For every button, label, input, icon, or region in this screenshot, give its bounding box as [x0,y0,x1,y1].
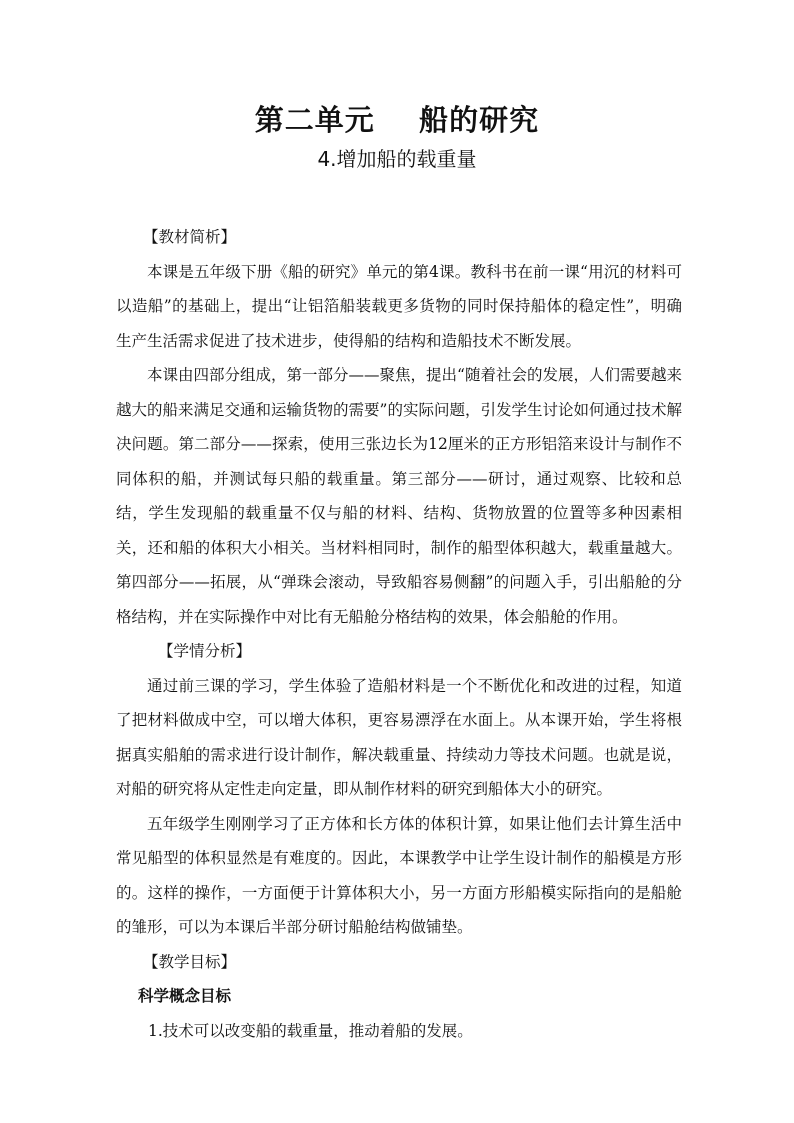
section-heading-material-analysis: 【教材简析】 [143,228,237,246]
section-heading-teaching-goals: 【教学目标】 [143,952,237,971]
page-title: 第二单元 船的研究 [254,103,540,137]
science-concept-goal-heading: 科学概念目标 [138,986,232,1005]
material-analysis-paragraph-2: 本课由四部分组成，第一部分——聚焦，提出“随着社会的发展，人们需要越来越大的船来满足交通和运输货物的需要”的实际问题，引发学生讨论如何通过技术解决问题。第二部分——探索，使用三张边长为12厘米的正方形铝箔来设计与制作不同体积的船，并测试每只船的载重量。第三部分——研讨，通过观察、比较和总结，学生发现船的载重量不仅与船的材料、结构、货物放置的位置等多种因素相关，还和船的体积大小相关。当材料相同时，制作的船型体积越大，载重量越大。第四部分——拓展，从“弹珠会滚动，导致船容易侧翻”的问题入手，引出船舱的分格结构，并在实际操作中对比有无船舱分格结构的效果，体会船舱的作用。 [116,366,682,626]
teaching-goal-item-1: 1.技术可以改变船的载重量，推动着船的发展。 [148,1021,473,1040]
lesson-subtitle: 4.增加船的载重量 [317,147,477,171]
student-analysis-paragraph-1: 通过前三课的学习，学生体验了造船材料是一个不断优化和改进的过程，知道了把材料做成中空，可以增大体积，更容易漂浮在水面上。从本课开始，学生将根据真实船舶的需求进行设计制作，解决载重量、持续动力等技术问题。也就是说，对船的研究将从定性走向定量，即从制作材料的研究到船体大小的研究。 [116,676,682,798]
document-body [116,220,682,1048]
student-analysis-paragraph-2: 五年级学生刚刚学习了正方体和长方体的体积计算，如果让他们去计算生活中常见船型的体积显然是有难度的。因此，本课教学中让学生设计制作的船模是方形的。这样的操作，一方面便于计算体积大小，另一方面方形船模实际指向的是船舱的雏形，可以为本课后半部分研讨船舱结构做铺垫。 [116,814,682,936]
material-analysis-paragraph-1: 本课是五年级下册《船的研究》单元的第4课。教科书在前一课“用沉的材料可以造船”的基础上，提出“让铝箔船装载更多货物的同时保持船体的稳定性”，明确生产生活需求促进了技术进步，使得船的结构和造船技术不断发展。 [116,262,682,350]
section-heading-student-analysis: 【学情分析】 [158,642,252,660]
